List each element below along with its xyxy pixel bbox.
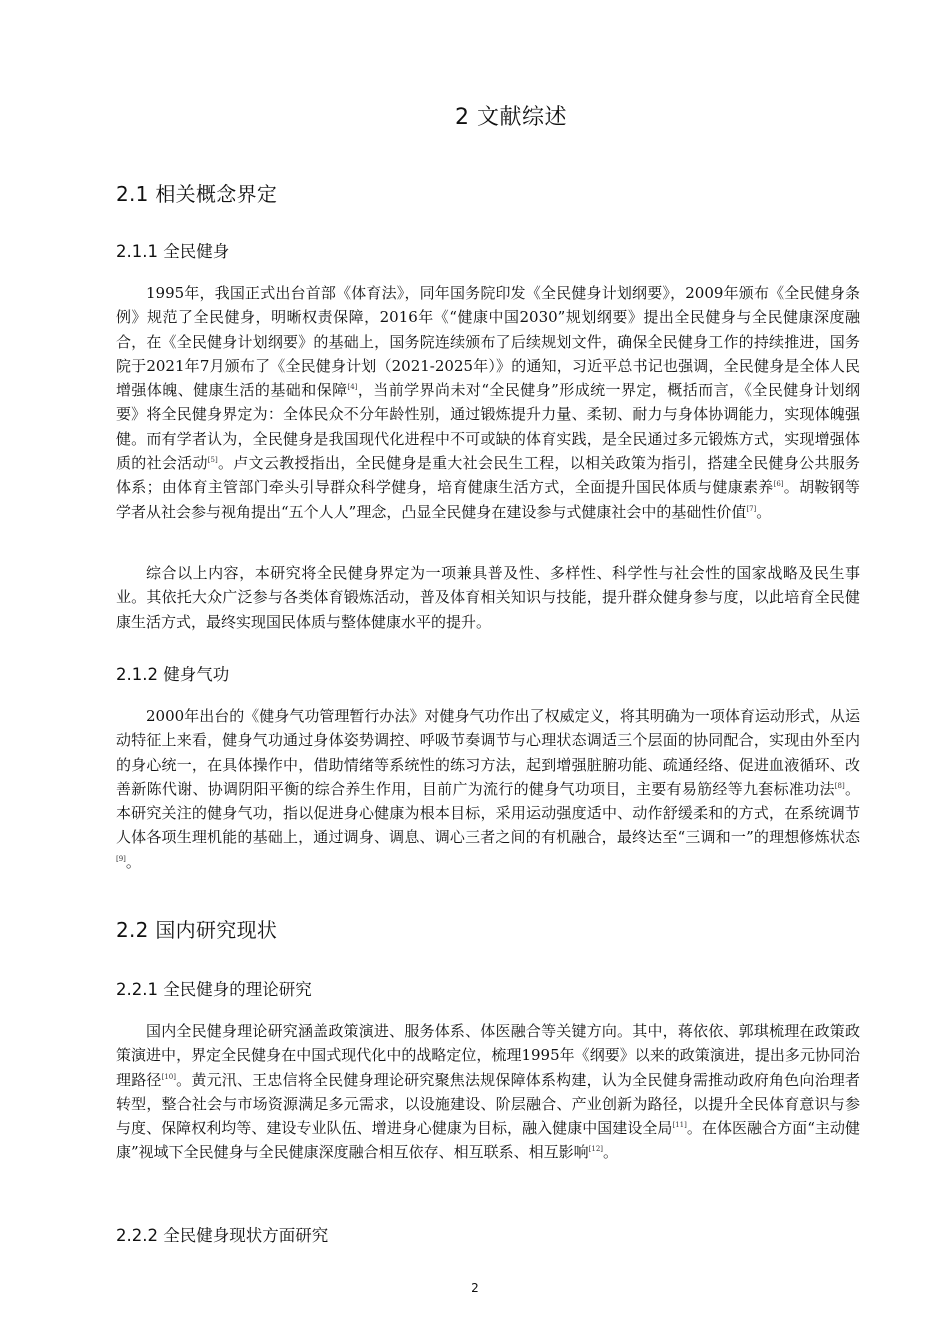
paragraph-text: 。黄元汛、王忠信将全民健身理论研究聚焦法规保障体系构建，认为全民健身需推动政府角色向治理者转型，整合社会与市场资源满足多元需求，以设施建设、阶层融合、产业创新为路径，以提升全民体育意识与参与度、保障权利均等、建设专业队伍、增进身心健康为目标，融入健康中国建设全局 [116, 1070, 860, 1138]
paragraph-text: 国内全民健身理论研究涵盖政策演进、服务体系、体医融合等关键方向。其中，蒋依依、郭琪梳理在政策政策演进中，界定全民健身在中国式现代化中的战略定位，梳理1995年《纲要》以来的政策演进，提出多元协同治理路径 [116, 1022, 860, 1089]
section-heading-2-2-1: 2.2.1 全民健身的理论研究 [116, 980, 312, 999]
citation-ref: [10] [161, 1072, 176, 1081]
section-heading-2-2-2: 2.2.2 全民健身现状方面研究 [116, 1226, 329, 1245]
paragraph-text: 1995年，我国正式出台首部《体育法》，同年国务院印发《全民健身计划纲要》，2009年颁布《全民健身条例》规范了全民健身，明晰权责保障，2016年《“健康中国2030”规划纲要》提出全民健身与全民健康深度融合，在《全民健身计划纲要》的基础上，国务院连续颁布了后续规划文件，确保全民健身工作的持续推进，国务院于2021年7月颁布了《全民健身计划（2021-2025年）》的通知，习近平总书记也强调，全民健身是全体人民增强体魄、健康生活的基础和保障 [116, 284, 860, 400]
citation-ref: [4] [347, 383, 358, 392]
paragraph-national-fitness-definition [116, 281, 860, 524]
citation-ref: [12] [588, 1145, 604, 1154]
paragraph-text: ，当前学界尚未对“全民健身”形成统一界定，概括而言，《全民健身计划纲要》将全民健身界定为：全体民众不分年龄性别，通过锻炼提升力量、柔韧、耐力与身体协调能力，实现体魄强健。而有学者认为，全民健身是我国现代化进程中不可或缺的体育实践，是全民通过多元锻炼方式，实现增强体质的社会活动 [116, 381, 860, 473]
section-heading-2-1-1: 2.1.1 全民健身 [116, 242, 230, 261]
paragraph-text: 。 [125, 852, 141, 871]
citation-ref: [6] [773, 480, 784, 489]
paragraph-text: 。 [603, 1143, 619, 1162]
paragraph-national-fitness-summary [116, 561, 860, 634]
paragraph-text: 2000年出台的《健身气功管理暂行办法》对健身气功作出了权威定义，将其明确为一项体育运动形式，从运动特征上来看，健身气功通过身体姿势调控、呼吸节奏调节与心理状态调适三个层面的协同配合，实现由外至内的身心统一，在具体操作中，借助情绪等系统性的练习方法，起到增强脏腑功能、疏通经络、促进血液循环、改善新陈代谢、协调阴阳平衡的综合养生作用，目前广为流行的健身气功项目，主要有易筋经等九套标准功法 [116, 707, 860, 798]
paragraph-text: 。本研究关注的健身气功，指以促进身心健康为根本目标，采用运动强度适中、动作舒缓柔和的方式，在系统调节人体各项生理机能的基础上，通过调身、调息、调心三者之间的有机融合，最终达至“三调和一”的理想修炼状态 [116, 779, 860, 847]
paragraph-qigong-definition [116, 704, 860, 874]
section-heading-2-1: 2.1 相关概念界定 [116, 182, 278, 206]
section-heading-2-2: 2.2 国内研究现状 [116, 918, 278, 942]
paragraph-text: 。卢文云教授指出，全民健身是重大社会民生工程，以相关政策为指引，搭建全民健身公共服务体系；由体育主管部门牵头引导群众科学健身，培育健康生活方式，全面提升国民体质与健康素养 [116, 454, 860, 497]
paragraph-text: 。胡鞍钢等学者从社会参与视角提出“五个人人”理念，凸显全民健身在建设参与式健康社会中的基础性价值 [116, 478, 860, 521]
citation-ref: [9] [116, 854, 126, 863]
page-number: 2 [471, 1281, 479, 1295]
paragraph-text: 。 [756, 502, 772, 521]
paragraph-text: 综合以上内容，本研究将全民健身界定为一项兼具普及性、多样性、科学性与社会性的国家战略及民生事业。其依托大众广泛参与各类体育锻炼活动，普及体育相关知识与技能，提升群众健身参与度，以此培育全民健康生活方式，最终实现国民体质与整体健康水平的提升。 [116, 564, 860, 631]
citation-ref: [11] [672, 1121, 687, 1130]
citation-ref: [7] [746, 504, 757, 513]
paragraph-theory-research [116, 1019, 860, 1165]
paragraph-text: 。在体医融合方面“主动健康”视域下全民健身与全民健康深度融合相互依存、相互联系、相互影响 [116, 1119, 860, 1162]
citation-ref: [5] [207, 456, 218, 465]
chapter-title: 2 文献综述 [455, 105, 567, 130]
section-heading-2-1-2: 2.1.2 健身气功 [116, 665, 230, 684]
citation-ref: [8] [834, 781, 845, 790]
